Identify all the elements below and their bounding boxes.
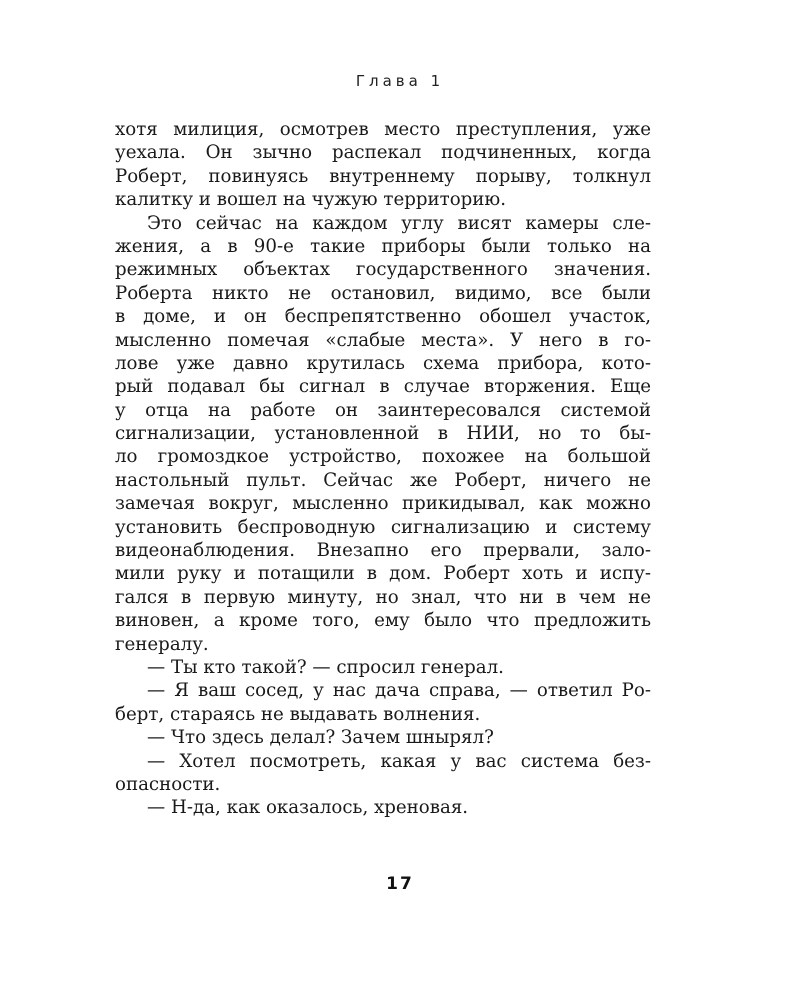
text-line: — Что здесь делал? Зачем шнырял? xyxy=(147,727,494,749)
text-line: калитку и вошел на чужую территорию. xyxy=(115,189,507,211)
text-line: гался в первую минуту, но знал, что ни в чем не xyxy=(115,586,651,608)
text-line: мысленно помечая «слабые места». У него в го- xyxy=(115,329,651,351)
text-line: настольный пульт. Сейчас же Роберт, ничего не xyxy=(115,469,651,491)
text-line: — Я ваш сосед, у нас дача справа, — ответил Ро- xyxy=(147,680,651,702)
text-line: — Н-да, как оказалось, хреновая. xyxy=(147,797,469,819)
text-line: опасности. xyxy=(115,773,221,795)
text-line: Роберта никто не остановил, видимо, все были xyxy=(115,282,651,304)
text-line: лове уже давно крутилась схема прибора, кото- xyxy=(115,352,651,374)
text-line: рый подавал бы сигнал в случае вторжения. Еще xyxy=(115,376,651,398)
text-line: замечая вокруг, мысленно прикидывал, как можно xyxy=(115,493,651,515)
page-number: 17 xyxy=(386,874,414,894)
text-line: ло громоздкое устройство, похожее на большой xyxy=(115,446,651,468)
text-line: режимных объектах государственного значения. xyxy=(115,259,651,281)
text-line: — Ты кто такой? — спросил генерал. xyxy=(147,656,504,678)
text-line: берт, стараясь не выдавать волнения. xyxy=(115,703,481,725)
text-line: Роберт, повинуясь внутреннему порыву, толкнул xyxy=(115,165,651,187)
text-line: хотя милиция, осмотрев место преступления, уже xyxy=(115,119,651,140)
text-line: генералу. xyxy=(115,633,209,655)
text-line: Это сейчас на каждом углу висят камеры сле- xyxy=(147,212,651,234)
text-line: видеонаблюдения. Внезапно его прервали, зало- xyxy=(115,540,651,562)
text-line: жения, а в 90-е такие приборы были только на xyxy=(115,235,651,257)
body-text xyxy=(115,118,651,820)
text-line: уехала. Он зычно распекал подчиненных, когда xyxy=(115,142,651,164)
text-line: у отца на работе он заинтересовался системой xyxy=(115,399,651,421)
text-line: мили руку и потащили в дом. Роберт хоть и испу- xyxy=(115,563,651,585)
text-line: установить беспроводную сигнализацию и систему xyxy=(115,516,651,538)
text-line: виновен, а кроме того, ему было что предложить xyxy=(115,610,651,632)
running-head: Глава 1 xyxy=(355,72,445,90)
text-line: сигнализации, установленной в НИИ, но то бы- xyxy=(115,423,651,445)
text-line: — Хотел посмотреть, какая у вас система без- xyxy=(147,750,651,772)
text-line: в доме, и он беспрепятственно обошел участок, xyxy=(115,306,651,328)
